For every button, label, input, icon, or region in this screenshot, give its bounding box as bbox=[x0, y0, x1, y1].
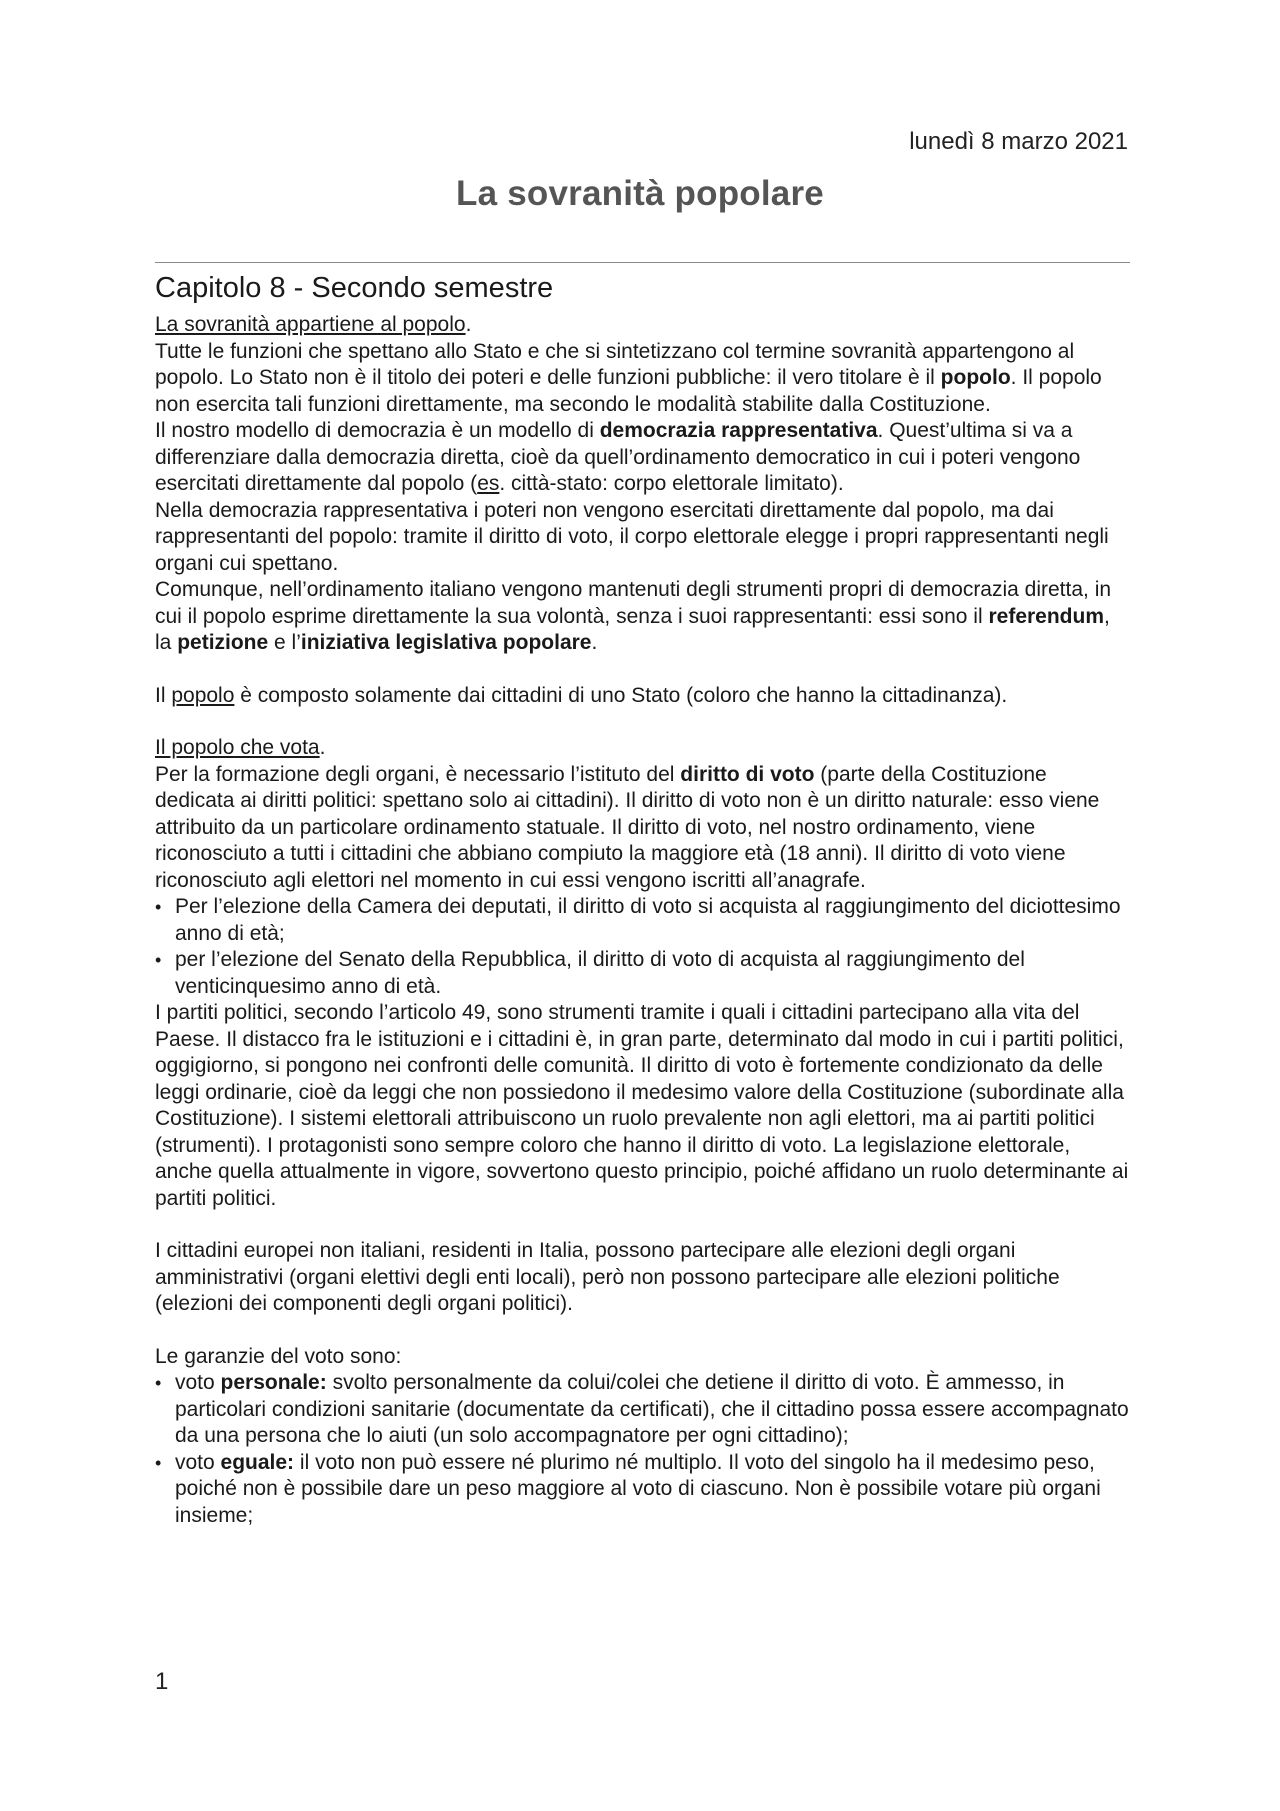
document-title: La sovranità popolare bbox=[456, 174, 824, 213]
list-item: • Per l’elezione della Camera dei deputati, il diritto di voto si acquista al raggiungimento del diciottesimo anno di età; bbox=[155, 894, 1130, 947]
paragraph-cittadini-europei: I cittadini europei non italiani, residenti in Italia, possono partecipare alle elezioni degli organi amministrativi (organi elettivi degli enti locali), però non possono partecipare alle elezioni politiche (elezioni dei componenti degli organi politici). bbox=[155, 1239, 1060, 1315]
section-heading-sovranita: La sovranità appartiene al popolo. bbox=[155, 313, 472, 336]
list-item: • voto personale: svolto personalmente da colui/colei che detiene il diritto di voto. È ammesso, in particolari condizioni sanitarie (documentate da certificati), che il cittadino possa essere accompagnato da una persona che lo aiuti (un solo accompagnatore per ogni cittadino); bbox=[155, 1370, 1130, 1450]
paragraph: Nella democrazia rappresentativa i poteri non vengono esercitati direttamente dal popolo, ma dai rappresentanti del popolo: tramite il diritto di voto, il corpo elettorale elegge i propri rappresentanti negli organi cui spettano. bbox=[155, 498, 1109, 575]
paragraph: Per la formazione degli organi, è necessario l’istituto del diritto di voto (parte della Costituzione dedicata ai diritti politici: spettano solo ai cittadini). Il diritto di voto non è un diritto naturale: esso viene attribuito da un particolare ordinamento statuale. Il diritto di voto, nel nostro ordinamento, viene riconosciuto a tutti i cittadini che abbiano compiuto la maggiore età (18 anni). Il diritto di voto viene riconosciuto agli elettori nel momento in cui essi vengono iscritti all’anagrafe. bbox=[155, 762, 1100, 892]
section-heading-voto: Il popolo che vota. bbox=[155, 736, 326, 759]
paragraph-garanzie-intro: Le garanzie del voto sono: bbox=[155, 1344, 402, 1368]
section-heading-text: Il popolo che vota bbox=[155, 736, 320, 759]
title-divider bbox=[155, 262, 1130, 263]
paragraph-popolo: Il popolo è composto solamente dai cittadini di uno Stato (coloro che hanno la cittadinanza). bbox=[155, 683, 1008, 707]
document-date: lunedì 8 marzo 2021 bbox=[909, 128, 1128, 155]
spacer bbox=[155, 657, 1130, 683]
paragraph: Comunque, nell’ordinamento italiano vengono mantenuti degli strumenti propri di democrazia diretta, in cui il popolo esprime direttamente la sua volontà, senza i suoi rappresentanti: essi sono il referendum, la petizione e l’iniziativa legislativa popolare. bbox=[155, 578, 1112, 654]
bullet-list-elezioni bbox=[155, 894, 1130, 1000]
spacer bbox=[155, 709, 1130, 735]
list-item: • per l’elezione del Senato della Repubblica, il diritto di voto di acquista al raggiungimento del venticinquesimo anno di età. bbox=[155, 947, 1130, 1000]
paragraph: Il nostro modello di democrazia è un modello di democrazia rappresentativa. Quest’ultima si va a differenziare dalla democrazia diretta, cioè da quell’ordinamento democratico in cui i poteri vengono esercitati direttamente dal popolo (es. città-stato: corpo elettorale limitato). bbox=[155, 419, 1081, 495]
paragraph: I partiti politici, secondo l’articolo 49, sono strumenti tramite i quali i cittadini partecipano alla vita del Paese. Il distacco fra le istituzioni e i cittadini è, in gran parte, determinato dal modo in cui i partiti politici, oggigiorno, si pongono nei confronti delle comunità. Il diritto di voto è fortemente condizionato da delle leggi ordinarie, cioè da leggi che non possiedono il medesimo valore della Costituzione (subordinate alla Costituzione). I sistemi elettorali attribuiscono un ruolo prevalente non agli elettori, ma ai partiti politici (strumenti). I protagonisti sono sempre coloro che hanno il diritto di voto. La legislazione elettorale, anche quella attualmente in vigore, sovvertono questo principio, poiché affidano un ruolo determinante ai partiti politici. bbox=[155, 1001, 1129, 1210]
section-heading-text: La sovranità appartiene al popolo bbox=[155, 313, 466, 336]
chapter-heading: Capitolo 8 - Secondo semestre bbox=[155, 272, 554, 304]
paragraph: Tutte le funzioni che spettano allo Stato e che si sintetizzano col termine sovranità appartengono al popolo. Lo Stato non è il titolo dei poteri e delle funzioni pubbliche: il vero titolare è il popolo. Il popolo non esercita tali funzioni direttamente, ma secondo le modalità stabilite dalla Costituzione. bbox=[155, 339, 1102, 416]
page-number: 1 bbox=[155, 1668, 169, 1695]
spacer bbox=[155, 1318, 1130, 1344]
spacer bbox=[155, 1212, 1130, 1238]
list-item: • voto eguale: il voto non può essere né plurimo né multiplo. Il voto del singolo ha il medesimo peso, poiché non è possibile dare un peso maggiore al voto di ciascuno. Non è possibile votare più organi insieme; bbox=[155, 1450, 1130, 1530]
bullet-list-garanzie bbox=[155, 1370, 1130, 1529]
document-body bbox=[155, 268, 1130, 1529]
